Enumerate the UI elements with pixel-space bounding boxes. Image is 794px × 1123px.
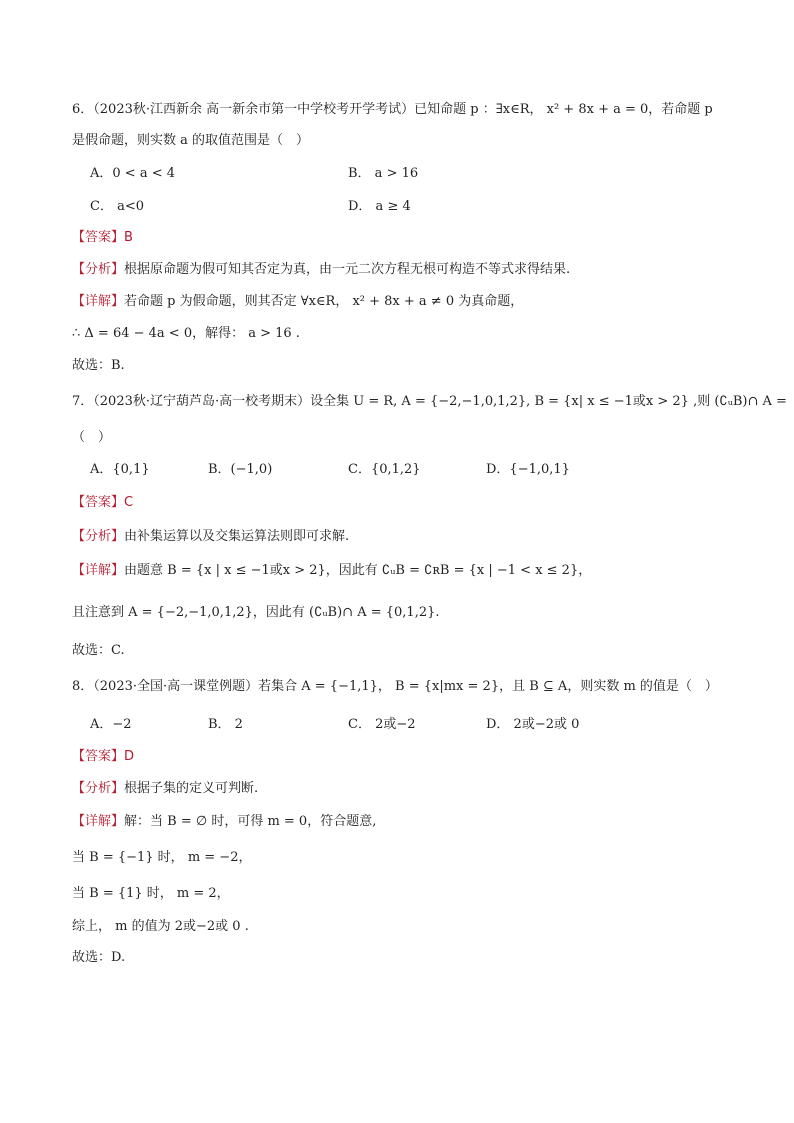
answer-tag: 【答案】 [72,230,125,245]
question-8-line-1: 8．（2023·全国·高一课堂例题）若集合 A = {−1,1}， B = {x|mx = 2}，且 B ⊆ A，则实数 m 的值是（ ） [72,679,718,694]
answer-value: D [124,749,135,764]
question-7-option-a: A．{0,1} [90,462,150,477]
question-7-option-c: C．{0,1,2} [348,462,421,477]
detail-tag: 【详解】 [72,294,125,309]
detail-tag: 【详解】 [72,563,125,578]
question-6-option-c: C． a<0 [90,199,144,214]
question-6-answer [72,228,133,248]
question-6-line-1: 6．（2023秋·江西新余 高一新余市第一中学校考开学考试）已知命题 p ：∃x∈R， x² + 8x + a = 0，若命题 p [72,102,713,117]
question-8-detail-3: 当 B = {1} 时， m = 2， [72,886,230,901]
question-7-option-d: D．{−1,0,1} [486,462,570,477]
question-7-analysis [72,527,349,547]
answer-tag: 【答案】 [72,495,125,510]
answer-tag: 【答案】 [72,749,125,764]
question-7-option-b: B．(−1,0) [208,462,273,477]
answer-value: C [124,495,134,510]
analysis-text: 根据原命题为假可知其否定为真，由一元二次方程无根可构造不等式求得结果. [124,262,571,277]
question-8-option-b: B． 2 [208,717,243,732]
detail-text: 由题意 B = {x | x ≤ −1或x > 2}，因此有 ∁ᵤB = ∁ʀB = {x | −1 < x ≤ 2}， [124,563,592,578]
question-6-detail-1 [72,292,523,312]
analysis-tag: 【分析】 [72,781,125,796]
question-6-option-b: B． a > 16 [348,166,419,181]
answer-value: B [124,230,133,245]
question-6-conclusion: 故选：B. [72,358,125,373]
question-6-option-a: A．0 < a < 4 [90,166,175,181]
question-6-analysis [72,260,570,280]
question-7-detail-2: 且注意到 A = {−2,−1,0,1,2}，因此有 (∁ᵤB)∩ A = {0,1,2}. [72,605,440,620]
question-8-option-d: D． 2或−2或 0 [486,717,580,732]
question-7-answer [72,493,133,513]
question-8-answer [72,747,134,767]
question-6-detail-2: ∴ Δ = 64 − 4a < 0，解得： a > 16 . [72,326,300,341]
question-8-detail-1 [72,812,376,832]
question-8-detail-4: 综上， m 的值为 2或−2或 0 . [72,919,249,934]
question-7-line-1: 7．（2023秋·辽宁葫芦岛·高一校考期末）设全集 U = R, A = {−2,−1,0,1,2}, B = {x| x ≤ −1或x > 2} ,则 (∁ᵤB)∩ A = [72,394,787,409]
question-8-detail-2: 当 B = {−1} 时， m = −2， [72,850,252,865]
question-7-line-2: （ ） [72,430,112,445]
question-6-line-2: 是假命题，则实数 a 的取值范围是（ ） [72,133,310,148]
question-7-detail-1 [72,561,591,581]
detail-text: 若命题 p 为假命题，则其否定 ∀x∈R， x² + 8x + a ≠ 0 为真命题， [124,294,524,309]
detail-text: 解：当 B = ∅ 时，可得 m = 0，符合题意, [124,814,377,829]
analysis-text: 由补集运算以及交集运算法则即可求解. [124,529,350,544]
analysis-text: 根据子集的定义可判断. [124,781,259,796]
question-7-conclusion: 故选：C. [72,643,125,658]
question-8-analysis [72,779,258,799]
question-8-option-a: A．−2 [90,717,132,732]
analysis-tag: 【分析】 [72,529,125,544]
detail-tag: 【详解】 [72,814,125,829]
question-8-option-c: C． 2或−2 [348,717,416,732]
question-6-option-d: D． a ≥ 4 [348,199,411,214]
analysis-tag: 【分析】 [72,262,125,277]
question-8-conclusion: 故选：D. [72,950,126,965]
